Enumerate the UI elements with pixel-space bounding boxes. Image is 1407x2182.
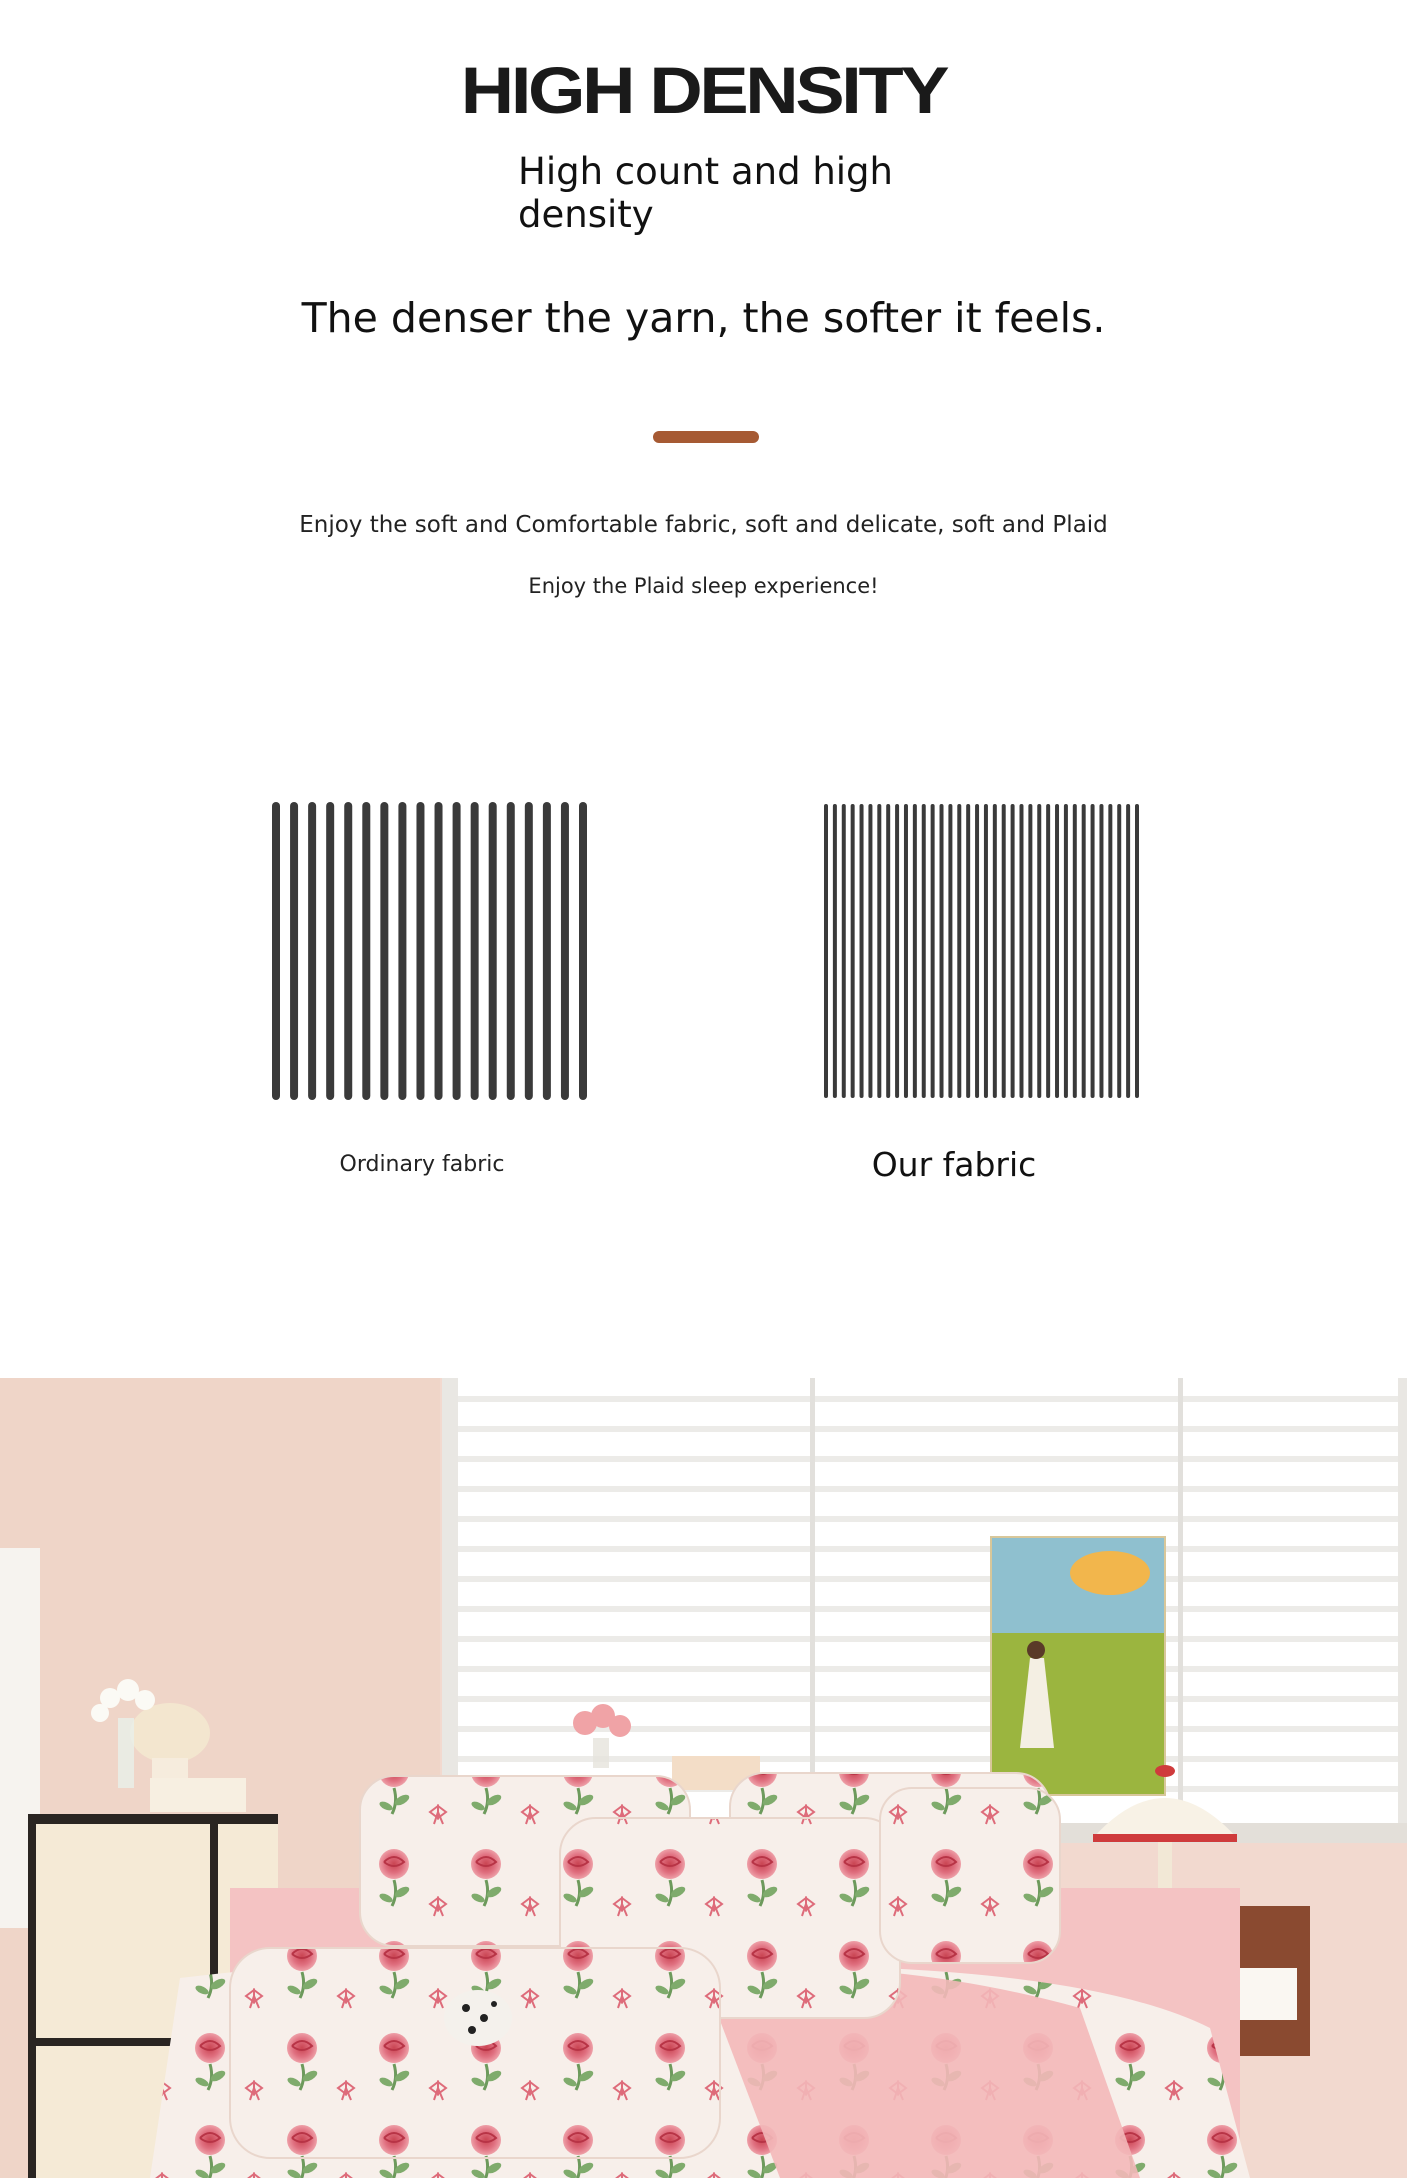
headline: HIGH DENSITY <box>460 53 947 127</box>
description-line-2: Enjoy the Plaid sleep experience! <box>528 574 879 598</box>
accent-divider <box>653 431 759 443</box>
description-line-1: Enjoy the soft and Comfortable fabric, soft and delicate, soft and Plaid <box>299 512 1108 538</box>
ordinary-fabric-label: Ordinary fabric <box>339 1152 505 1177</box>
tagline: The denser the yarn, the softer it feels. <box>301 294 1106 342</box>
bedroom-photo <box>0 1378 1407 2178</box>
our-fabric-stripes <box>819 802 1144 1100</box>
our-fabric-label: Our fabric <box>871 1145 1037 1184</box>
subtitle: High count and high density <box>518 150 893 236</box>
ordinary-fabric-stripes <box>267 802 592 1100</box>
